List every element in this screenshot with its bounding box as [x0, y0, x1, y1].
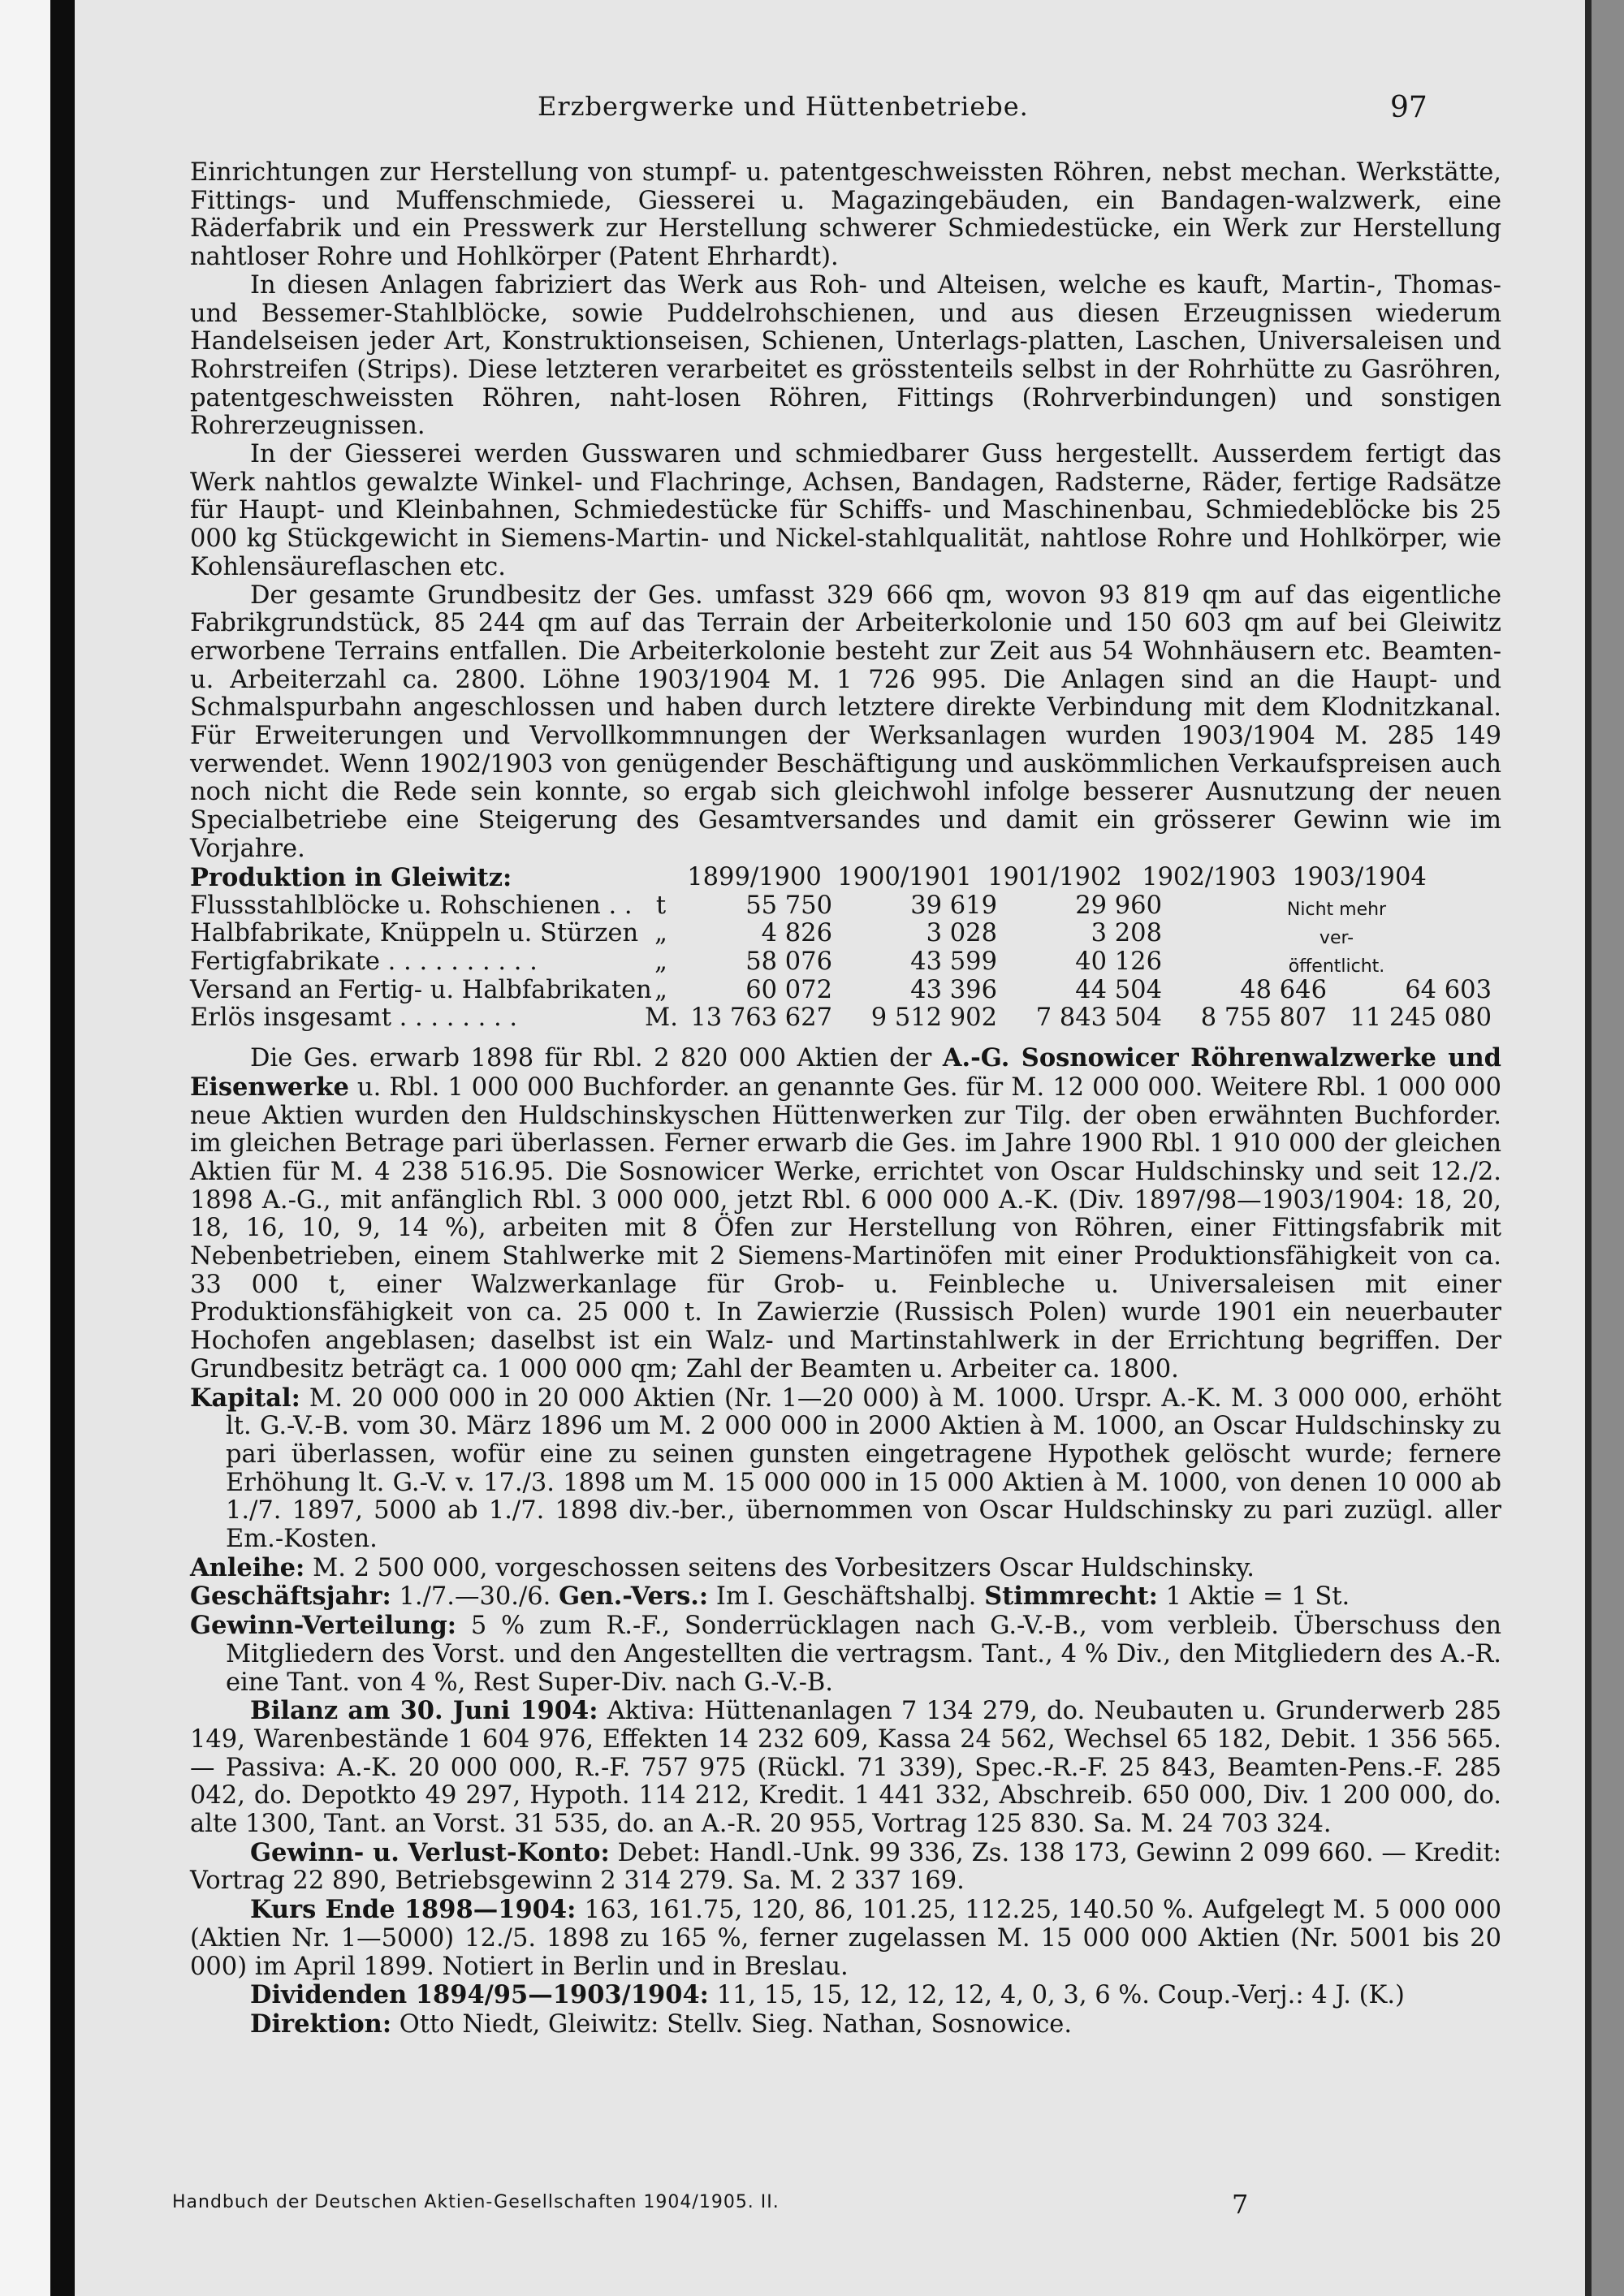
table-cell: 8 755 807 — [1200, 1003, 1327, 1033]
table-cell: 60 072 — [745, 975, 832, 1004]
row-unit: t — [655, 891, 667, 920]
gewinnverteilung-text: 5 % zum R.-F., Sonderrücklagen nach G.-V.-B., vom verbleib. Überschuss den Mitgliedern des Vorst. und den Angestellten die vertragsm. Tant., 4 % Div., den Mitgliedern des A.-R. eine Tant. von 4 %, Rest Super-Div. nach G.-V.-B. — [226, 1612, 1501, 1697]
sosnowice-company: A.-G. Sosnowicer Röhrenwalzwerke und Eisenwerke — [190, 1043, 1501, 1102]
paragraph-land: Der gesamte Grundbesitz der Ges. umfasst 329 666 qm, wovon 93 819 qm auf das eigentliche Fabrikgrundstück, 85 244 qm auf das Terrain der Arbeiterkolonie und 150 603 qm auf bei Gleiwitz erworbene Terrains entfallen. Die Arbeiterkolonie besteht zur Zeit aus 54 Wohnhäusern etc. Beamten- u. Arbeiterzahl ca. 2800. Löhne 1903/1904 M. 1 726 995. Die Anlagen sind an die Haupt- und Schmalspurbahn angeschlossen und haben durch letztere direkte Verbindung mit dem Klodnitzkanal. Für Erweiterungen und Vervollkommnungen der Werksanlagen wurden 1903/1904 M. 285 149 verwendet. Wenn 1902/1903 von genügender Beschäftigung und auskömmlichen Verkaufspreisen auch noch nicht die Rede sein konnte, so ergab sich gleichwohl infolge besserer Ausnutzung der neuen Specialbetriebe eine Steigerung des Gesamtversandes und damit ein grösserer Gewinn wie im Vorjahre. — [190, 580, 1501, 863]
sosnowice-text: u. Rbl. 1 000 000 Buchforder. an genannte Ges. für M. 12 000 000. Weitere Rbl. 1 000 000 neue Aktien wurden den Huldschinskyschen Hüttenwerken zur Tilg. der oben erwähnten Buchforder. im gleichen Betrage pari überlassen. Ferner erwarb die Ges. im Jahre 1900 Rbl. 1 910 000 der gleichen Aktien für M. 4 238 516.95. Die Sosnowicer Werke, errichtet von Oscar Huldschinsky und seit 12./2. 1898 A.-G., mit anfänglich Rbl. 3 000 000, jetzt Rbl. 6 000 000 A.-K. (Div. 1897/98—1903/1904: 18, 20, 18, 16, 10, 9, 14 %), arbeiten mit 8 Öfen zur Herstellung von Röhren, einer Fittingsfabrik mit Nebenbetrieben, einem Stahlwerke mit 2 Siemens-Martinöfen mit einer Produktionsfähigkeit von ca. 33 000 t, einer Walzwerkanlage für Grob- u. Feinbleche u. Universaleisen mit einer Produktionsfähigkeit von ca. 25 000 t. In Zawierzie (Russisch Polen) wurde 1901 ein neuerbauter Hochofen angeblasen; daselbst ist ein Walz- und Martinstahlwerk in der Errichtung begriffen. Der Grundbesitz beträgt ca. 1 000 000 qm; Zahl der Beamten u. Arbeiter ca. 1800. — [190, 1072, 1501, 1383]
direktion-label: Direktion: — [250, 2009, 392, 2039]
section-geschaeftsjahr — [190, 1582, 1501, 1612]
table-cell: 7 843 504 — [1035, 1003, 1162, 1033]
page-edge — [1585, 0, 1624, 2296]
table-cell: 58 076 — [745, 947, 832, 976]
bilanz-text: Aktiva: Hüttenanlagen 7 134 279, do. Neubauten u. Grunderwerb 285 149, Warenbestände 1 604 976, Effekten 14 232 609, Kassa 24 562, Wechsel 65 182, Debit. 1 356 565. — Passiva: A.-K. 20 000 000, R.-F. 757 975 (Rückl. 71 339), Spec.-R.-F. 25 843, Beamten-Pens.-F. 285 042, do. Depotkto 49 297, Hypoth. 114 212, Kredit. 1 441 332, Abschreib. 650 000, Div. 1 200 000, do. alte 1300, Tant. an Vorst. 31 535, do. an A.-R. 20 955, Vortrag 125 830. Sa. M. 24 703 324. — [190, 1697, 1501, 1839]
row-label: Versand an Fertig- u. Halbfabrikaten — [190, 975, 652, 1004]
kurs-label: Kurs Ende 1898—1904: — [250, 1895, 577, 1925]
book-gutter — [50, 0, 75, 2296]
table-cell: 39 619 — [910, 891, 997, 920]
table-cell: 13 763 627 — [690, 1003, 832, 1033]
kurs-text: 163, 161.75, 120, 86, 101.25, 112.25, 140.50 %. Aufgelegt M. 5 000 000 (Aktien Nr. 1—5000) 12./5. 1898 zu 165 %, ferner zugelassen M. 15 000 000 Aktien (Nr. 5001 bis 20 000) im April 1899. Notiert in Berlin und in Breslau. — [190, 1896, 1501, 1981]
section-kurs — [190, 1896, 1501, 1981]
document-page — [75, 0, 1585, 2296]
row-unit: „ — [654, 947, 667, 976]
table-cell: 11 245 080 — [1350, 1003, 1492, 1033]
page-header — [75, 91, 1585, 132]
anleihe-label: Anleihe: — [190, 1552, 305, 1582]
section-bilanz — [190, 1697, 1501, 1839]
dividenden-text: 11, 15, 15, 12, 12, 12, 4, 0, 3, 6 %. Coup.-Verj.: 4 J. (K.) — [708, 1981, 1405, 2010]
table-row — [190, 977, 1501, 1005]
geschaeftsjahr-label: Geschäftsjahr: — [190, 1582, 391, 1612]
section-anleihe — [190, 1554, 1501, 1583]
stimmrecht-label: Stimmrecht: — [984, 1582, 1158, 1612]
gv-konto-text: Debet: Handl.-Unk. 99 336, Zs. 138 173, Gewinn 2 099 660. — Kredit: Vortrag 22 890, Betriebsgewinn 2 314 279. Sa. M. 2 337 169. — [190, 1838, 1501, 1896]
direktion-text: Otto Niedt, Gleiwitz: Stellv. Sieg. Nathan, Sosnowice. — [391, 2010, 1073, 2039]
anleihe-text: M. 2 500 000, vorgeschossen seitens des Vorbesitzers Oscar Huldschinsky. — [304, 1553, 1255, 1582]
year-header: 1899/1900 — [687, 862, 822, 891]
year-header: 1902/1903 — [1142, 862, 1276, 891]
table-cell: 64 603 — [1405, 975, 1492, 1004]
table-cell: 40 126 — [1075, 947, 1162, 976]
row-label: Erlös insgesamt . . . . . . . . — [190, 1003, 518, 1033]
table-row — [190, 892, 1501, 921]
year-header: 1900/1901 — [837, 862, 972, 891]
section-direktion — [190, 2010, 1501, 2039]
production-heading: Produktion in Gleiwitz: — [190, 862, 512, 892]
table-cell: 3 028 — [926, 919, 997, 948]
table-cell: 55 750 — [745, 891, 832, 920]
gewinnverteilung-label: Gewinn-Verteilung: — [190, 1611, 457, 1641]
table-note: ver- — [1319, 927, 1354, 948]
table-note: öffentlicht. — [1288, 956, 1385, 977]
row-unit: „ — [654, 919, 667, 948]
production-heading-row — [190, 864, 1501, 892]
section-dividenden — [190, 1981, 1501, 2010]
page-number: 97 — [1390, 91, 1427, 124]
left-page-strip — [0, 0, 57, 2296]
table-cell: 43 396 — [910, 975, 997, 1004]
row-label: Fertigfabrikate . . . . . . . . . . — [190, 947, 538, 976]
table-row — [190, 1004, 1501, 1033]
table-row — [190, 920, 1501, 948]
geschaeftsjahr-text: 1./7.—30./6. — [391, 1582, 559, 1612]
row-unit: „ — [654, 975, 667, 1004]
table-row — [190, 948, 1501, 977]
dividenden-label: Dividenden 1894/95—1903/1904: — [250, 1980, 709, 2010]
kapital-text: M. 20 000 000 in 20 000 Aktien (Nr. 1—20 000) à M. 1000. Urspr. A.-K. M. 3 000 000, erhöht lt. G.-V.-B. vom 30. März 1896 um M. 2 000 000 in 2000 Aktien à M. 1000, an Oscar Huldschinsky zu pari überlassen, wofür eine zu seinen gunsten eingetragene Hypothek gelöscht wurde; fernere Erhöhung lt. G.-V. v. 17./3. 1898 um M. 15 000 000 in 15 000 Aktien à M. 1000, von denen 10 000 ab 1./7. 1897, 5000 ab 1./7. 1898 div.-ber., übernommen von Oscar Huldschinsky zu pari zuzügl. aller Em.-Kosten. — [226, 1383, 1501, 1554]
sosnowice-text: Die Ges. erwarb 1898 für Rbl. 2 820 000 Aktien der — [250, 1044, 943, 1073]
row-label: Flussstahlblöcke u. Rohschienen . . — [190, 891, 633, 920]
signature-mark: 7 — [1232, 2189, 1249, 2220]
gv-konto-label: Gewinn- u. Verlust-Konto: — [250, 1837, 610, 1867]
table-cell: 9 512 902 — [870, 1003, 997, 1033]
table-cell: 29 960 — [1075, 891, 1162, 920]
gen-vers-text: Im I. Geschäftshalbj. — [708, 1582, 985, 1612]
row-unit: M. — [645, 1003, 678, 1033]
paragraph-foundry: In der Giesserei werden Gusswaren und schmiedbarer Guss hergestellt. Ausserdem fertigt das Werk nahtlos gewalzte Winkel- und Flachringe, Achsen, Bandagen, Radsterne, Räder, fertige Radsätze für Haupt- und Kleinbahnen, Schmiedestücke für Schiffs- und Maschinenbau, Schmiedeblöcke bis 25 000 kg Stückgewicht in Siemens-Martin- und Nickel-stahlqualität, nahtlose Rohre und Hohlkörper, wie Kohlensäureflaschen etc. — [190, 440, 1501, 581]
page-footer — [75, 2189, 1585, 2233]
year-header: 1903/1904 — [1292, 862, 1427, 891]
table-cell: 48 646 — [1240, 975, 1327, 1004]
table-cell: 4 826 — [761, 919, 832, 948]
paragraph-sosnowice — [190, 1044, 1501, 1383]
table-cell: 44 504 — [1075, 975, 1162, 1004]
running-title: Erzbergwerke und Hüttenbetriebe. — [538, 91, 1029, 122]
year-header: 1901/1902 — [987, 862, 1122, 891]
stimmrecht-text: 1 Aktie = 1 St. — [1157, 1582, 1350, 1612]
row-label: Halbfabrikate, Knüppeln u. Stürzen — [190, 919, 639, 948]
table-note: Nicht mehr — [1286, 900, 1387, 921]
kapital-label: Kapital: — [190, 1383, 300, 1413]
paragraph-products: In diesen Anlagen fabriziert das Werk aus Roh- und Alteisen, welche es kauft, Martin-, Thomas- und Bessemer-Stahlblöcke, sowie Puddelrohschienen, und aus diesen Erzeugnissen wiederum Handelseisen jeder Art, Konstruktionseisen, Schienen, Unterlags-platten, Laschen, Universaleisen und Rohrstreifen (Strips). Diese letzteren verarbeitet es grösstenteils selbst in der Rohrhütte zu Gasröhren, patentgeschweissten Röhren, naht-losen Röhren, Fittings (Rohrverbindungen) und sonstigen Rohrerzeugnissen. — [190, 270, 1501, 441]
footer-source: Handbuch der Deutschen Aktien-Gesellschaften 1904/1905. II. — [172, 2192, 780, 2212]
gen-vers-label: Gen.-Vers.: — [559, 1582, 709, 1612]
table-cell: 3 208 — [1091, 919, 1162, 948]
bilanz-label: Bilanz am 30. Juni 1904: — [250, 1696, 598, 1726]
section-kapital — [190, 1384, 1501, 1554]
paragraph-facilities: Einrichtungen zur Herstellung von stumpf- u. patentgeschweissten Röhren, nebst mechan. Werkstätte, Fittings- und Muffenschmiede, Giesserei u. Magazingebäuden, ein Bandagen-walzwerk, eine Räderfabrik und ein Presswerk zur Herstellung schwerer Schmiedestücke, ein Werk zur Herstellung nahtloser Rohre und Hohlkörper (Patent Ehrhardt). — [190, 158, 1501, 272]
section-gewinnverteilung — [190, 1612, 1501, 1697]
body-text — [190, 159, 1501, 2039]
section-gv-konto — [190, 1839, 1501, 1896]
production-table — [190, 892, 1501, 1034]
table-cell: 43 599 — [910, 947, 997, 976]
